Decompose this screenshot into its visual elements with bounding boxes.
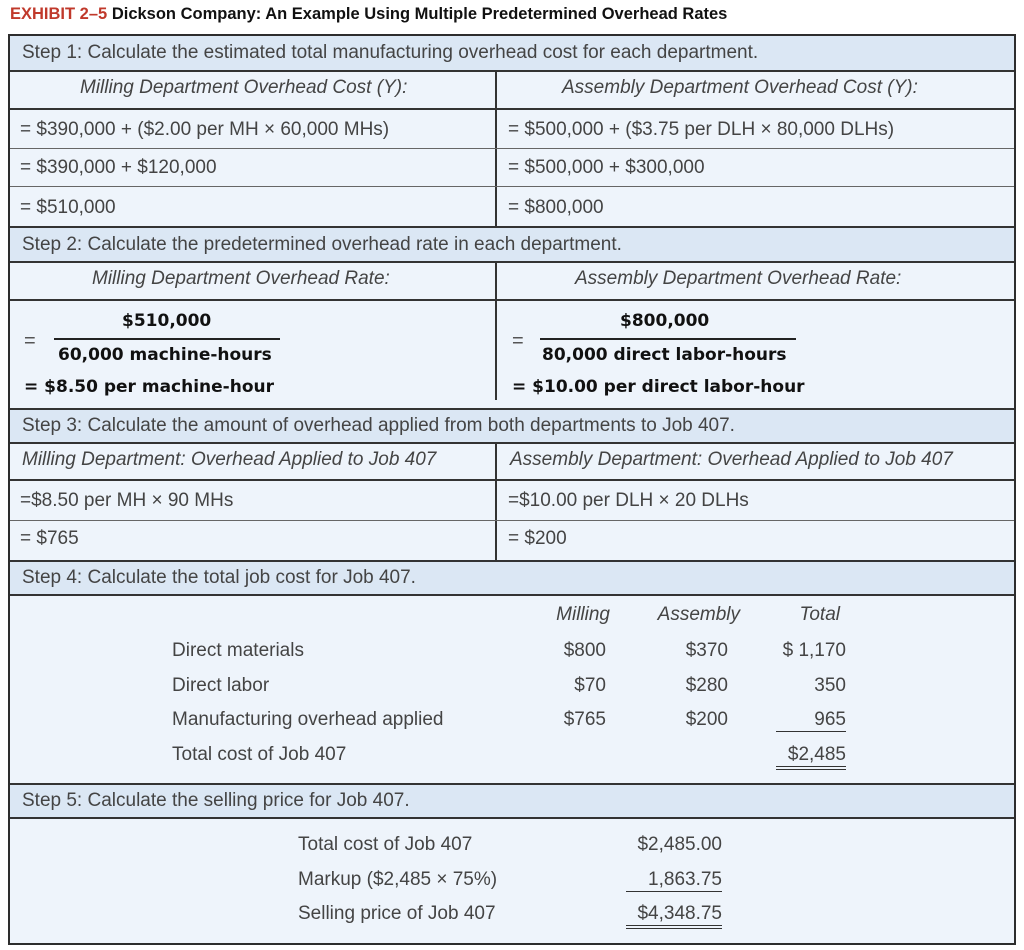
step1-assembly-header: Assembly Department Overhead Cost (Y): xyxy=(562,77,918,98)
step4-row-total: 965 xyxy=(776,709,846,732)
step1-milling-line: = $390,000 + $120,000 xyxy=(20,157,217,178)
step3-divider xyxy=(495,444,497,560)
step2-milling-header: Milling Department Overhead Rate: xyxy=(92,268,390,289)
step3-assembly-line: =$10.00 per DLH × 20 DLHs xyxy=(508,490,749,511)
step2-heading: Step 2: Calculate the predetermined overhead rate in each department. xyxy=(10,228,1014,261)
step3-assembly-header: Assembly Department: Overhead Applied to Job 407 xyxy=(510,449,953,470)
step2-assembly-denominator: 80,000 direct labor-hours xyxy=(542,345,787,365)
step2-milling-numerator: $510,000 xyxy=(122,311,212,331)
step2-milling-equals: = xyxy=(24,330,36,352)
step4-heading: Step 4: Calculate the total job cost for Job 407. xyxy=(10,562,1014,594)
step1-divider xyxy=(495,72,497,226)
step4-row-milling: $800 xyxy=(563,640,606,661)
step3-milling-line: = $765 xyxy=(20,528,79,549)
step1-assembly-line: = $500,000 + ($3.75 per DLH × 80,000 DLHs) xyxy=(508,119,895,140)
step5-row-value: 1,863.75 xyxy=(626,869,722,892)
step4-row-label: Direct labor xyxy=(172,675,270,696)
step4-row-label: Manufacturing overhead applied xyxy=(172,709,444,730)
step5-row-label: Total cost of Job 407 xyxy=(298,834,473,855)
step2-assembly-header: Assembly Department Overhead Rate: xyxy=(575,268,902,289)
step3-milling-line: =$8.50 per MH × 90 MHs xyxy=(20,490,234,511)
step4-row-total: $2,485 xyxy=(776,744,846,770)
step5-heading: Step 5: Calculate the selling price for Job 407. xyxy=(10,785,1014,817)
step4-row-assembly: $280 xyxy=(685,675,728,696)
step1-milling-header: Milling Department Overhead Cost (Y): xyxy=(80,77,408,98)
step4-row-label: Total cost of Job 407 xyxy=(172,744,347,765)
step1-heading: Step 1: Calculate the estimated total manufacturing overhead cost for each department. xyxy=(10,36,1014,70)
step5-row-value: $4,348.75 xyxy=(626,903,722,929)
step5-row-label: Markup ($2,485 × 75%) xyxy=(298,869,498,890)
step5-row-value: $2,485.00 xyxy=(637,834,722,855)
step2-assembly-result: = $10.00 per direct labor-hour xyxy=(512,377,805,397)
exhibit-table xyxy=(8,34,1016,945)
step1-assembly-line: = $800,000 xyxy=(508,197,604,218)
step2-assembly-equals: = xyxy=(512,330,524,352)
step1-milling-line: = $390,000 + ($2.00 per MH × 60,000 MHs) xyxy=(20,119,390,140)
step4-row-assembly: $370 xyxy=(685,640,728,661)
step4-row-milling: $765 xyxy=(563,709,606,730)
exhibit-title xyxy=(10,1,727,27)
step3-milling-header: Milling Department: Overhead Applied to Job 407 xyxy=(22,449,437,470)
step2-divider xyxy=(495,263,497,400)
exhibit-number: EXHIBIT 2–5 xyxy=(10,5,108,23)
step4-col-total: Total xyxy=(799,604,840,625)
exhibit-title-text: Dickson Company: An Example Using Multiple Predetermined Overhead Rates xyxy=(111,5,728,23)
step1-assembly-line: = $500,000 + $300,000 xyxy=(508,157,705,178)
step3-heading: Step 3: Calculate the amount of overhead applied from both departments to Job 407. xyxy=(10,410,1014,442)
step2-milling-denominator: 60,000 machine-hours xyxy=(58,345,272,365)
step1-milling-line: = $510,000 xyxy=(20,197,116,218)
step3-assembly-line: = $200 xyxy=(508,528,567,549)
step4-row-milling: $70 xyxy=(574,675,606,696)
step4-col-milling: Milling xyxy=(556,604,610,625)
step2-assembly-numerator: $800,000 xyxy=(620,311,710,331)
step4-col-assembly: Assembly xyxy=(657,604,740,625)
step4-row-assembly: $200 xyxy=(685,709,728,730)
step4-row-total: 350 xyxy=(814,675,846,696)
step2-milling-result: = $8.50 per machine-hour xyxy=(24,377,275,397)
step4-row-total: $ 1,170 xyxy=(782,640,846,661)
step5-row-label: Selling price of Job 407 xyxy=(298,903,496,924)
step4-row-label: Direct materials xyxy=(172,640,304,661)
